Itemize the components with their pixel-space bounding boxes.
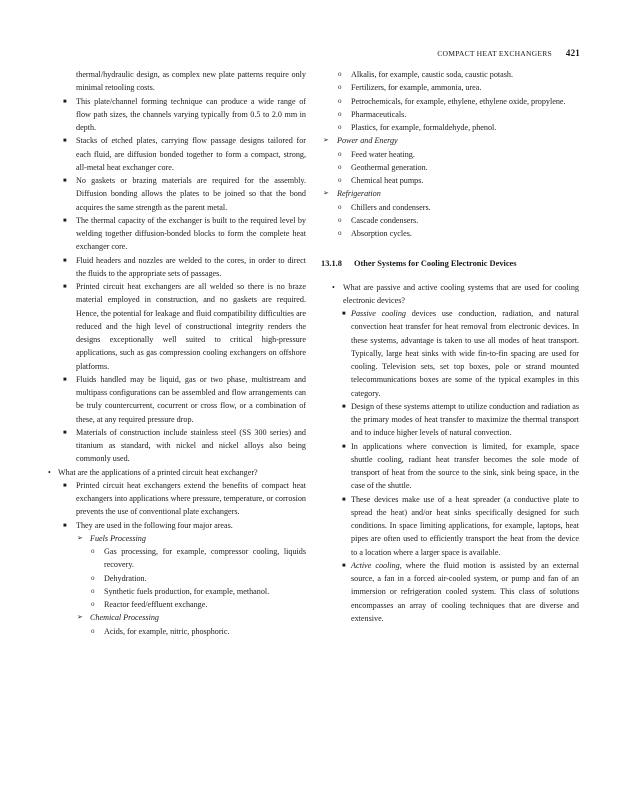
sub-item: o Plastics, for example, formaldehyde, phenol.	[321, 121, 579, 134]
square-bullet-icon: ■	[63, 482, 67, 489]
left-column	[48, 68, 306, 638]
list-item: ■ Passive cooling devices use conduction, radiation, and natural convection heat transfer for heat removal from electronic devices. In these systems, advantage is taken to use all modes of heat transport. Typically, large heat sinks with wide fin-to-fin spacing are used for cooling. Television sets, set top boxes, pole or strand mounted telecommunications boxes are some of the typical examples in this category.	[342, 309, 579, 398]
round-bullet-icon: •	[332, 282, 335, 292]
category-heading: ➢ Fuels Processing	[48, 532, 306, 545]
list-item: ■ The thermal capacity of the exchanger is built to the required level by welding together diffusion-bonded blocks to form the complete heat exchanger core.	[63, 215, 306, 252]
header-title: COMPACT HEAT EXCHANGERS	[437, 49, 552, 58]
circle-bullet-icon: o	[91, 586, 95, 595]
circle-bullet-icon: o	[338, 215, 342, 224]
circle-bullet-icon: o	[338, 176, 342, 184]
square-bullet-icon: ■	[63, 217, 67, 224]
continued-text: thermal/hydraulic design, as complex new plate patterns require only minimal retooling costs.	[76, 70, 306, 93]
sub-item: o Synthetic fuels production, for example, methanol.	[48, 585, 306, 598]
sub-item: o Chillers and condensers.	[321, 201, 579, 214]
square-bullet-icon: ■	[342, 443, 346, 450]
section-title: Other Systems for Cooling Electronic Devices	[353, 259, 517, 269]
category-heading: ➢ Power and Energy	[321, 134, 579, 147]
circle-bullet-icon: o	[91, 547, 95, 555]
square-bullet-icon: ■	[63, 376, 67, 383]
page-number: 421	[565, 48, 580, 58]
circle-bullet-icon: o	[91, 600, 95, 608]
sub-item: o Acids, for example, nitric, phosphoric.	[48, 625, 306, 638]
round-bullet-icon: •	[48, 467, 51, 477]
circle-bullet-icon: o	[338, 83, 342, 92]
square-bullet-icon: ■	[63, 429, 67, 436]
circle-bullet-icon: o	[338, 109, 342, 118]
running-header	[320, 48, 580, 58]
circle-bullet-icon: o	[338, 123, 342, 131]
list-item: ■ Fluid headers and nozzles are welded to the cores, in order to direct the fluids to the appropriate sets of passages.	[63, 255, 306, 278]
square-bullet-icon: ■	[63, 522, 67, 529]
right-column	[321, 68, 579, 625]
arrow-bullet-icon: ➢	[323, 189, 329, 198]
circle-bullet-icon: o	[338, 70, 342, 78]
circle-bullet-icon: o	[338, 149, 342, 158]
sub-item: o Alkalis, for example, caustic soda, caustic potash.	[321, 68, 579, 81]
sub-item: o Cascade condensers.	[321, 214, 579, 227]
circle-bullet-icon: o	[91, 626, 95, 635]
list-item: ■ They are used in the following four major areas.	[48, 519, 306, 532]
list-item: ■ In applications where convection is limited, for example, space shuttle cooling, radiant heat transfer becomes the sole mode of transport of heat from the source to the sink, sink being space, in the case of the shuttle.	[342, 441, 579, 491]
sub-item: o Reactor feed/effluent exchange.	[48, 598, 306, 611]
section-heading	[321, 257, 579, 270]
list-item: ■ Design of these systems attempt to utilize conduction and radiation as the primary modes of heat transfer to maximize the thermal transport and to induce higher levels of natural convection.	[342, 401, 579, 438]
list-item: ■ Active cooling, where the fluid motion is assisted by an external source, a fan in a forced air-cooled system, or pump and fan of an immersion or refrigeration cooled system. This class of solutions encompasses an array of cooling techniques that are diverse and extensive.	[342, 560, 579, 623]
circle-bullet-icon: o	[338, 202, 342, 211]
square-bullet-icon: ■	[63, 138, 67, 145]
category-heading: ➢ Chemical Processing	[48, 611, 306, 624]
question-item: • What are the applications of a printed circuit heat exchanger?	[48, 466, 306, 479]
sub-item: o Fertilizers, for example, ammonia, urea.	[321, 81, 579, 94]
square-bullet-icon: ■	[63, 257, 67, 264]
square-bullet-icon: ■	[342, 403, 346, 410]
sub-item: o Gas processing, for example, compressor cooling, liquids recovery.	[91, 547, 306, 570]
arrow-bullet-icon: ➢	[77, 613, 83, 622]
sub-item: o Absorption cycles.	[321, 227, 579, 240]
square-bullet-icon: ■	[63, 178, 67, 184]
list-item: ■ No gaskets or brazing materials are required for the assembly. Diffusion bonding allows the plates to be joined so that the bond acquires the same strength as the parent metal.	[63, 176, 306, 212]
square-bullet-icon: ■	[342, 562, 346, 569]
sub-item: o Pharmaceuticals.	[321, 108, 579, 121]
circle-bullet-icon: o	[91, 573, 95, 582]
square-bullet-icon: ■	[342, 311, 346, 317]
sub-item: o Petrochemicals, for example, ethylene, ethylene oxide, propylene.	[321, 95, 579, 108]
sub-item: o Feed water heating.	[321, 148, 579, 161]
list-item: ■ Printed circuit heat exchangers extend the benefits of compact heat exchangers into applications where pressure, temperature, or corrosion prevents the use of conventional plate exchangers.	[63, 480, 306, 517]
list-item: ■ Printed circuit heat exchangers are all welded so there is no braze material employed in construction, and no gaskets are required. Hence, the potential for leakage and fluid compatibility difficulties are reduced and the high level of constructional integrity renders the designs exceptionally well suited to critical high-pressure applications, such as gas compression cooling exchangers on offshore platforms.	[63, 282, 306, 371]
circle-bullet-icon: o	[338, 96, 342, 105]
square-bullet-icon: ■	[63, 98, 67, 105]
circle-bullet-icon: o	[338, 229, 342, 237]
arrow-bullet-icon: ➢	[323, 136, 329, 145]
list-item: ■ These devices make use of a heat spreader (a conductive plate to spread the heat) and/or heat sinks specifically designed for such conditions. In space limiting applications, for example, laptops, heat pipes are often used to efficiently transport the heat from the device to a location where a larger space is available.	[342, 494, 579, 557]
circle-bullet-icon: o	[338, 162, 342, 171]
sub-item: o Dehydration.	[48, 572, 306, 585]
list-item: ■ Materials of construction include stainless steel (SS 300 series) and titanium as standard, with nickel and nickel alloys also being commonly used.	[63, 427, 306, 464]
list-item: ■ This plate/channel forming technique can produce a wide range of flow path sizes, the channels varying typically from 0.5 to 2.0 mm in depth.	[63, 96, 306, 132]
sub-item: o Chemical heat pumps.	[321, 174, 579, 187]
square-bullet-icon: ■	[342, 496, 346, 503]
sub-item: o Geothermal generation.	[321, 161, 579, 174]
list-item: ■ Fluids handled may be liquid, gas or two phase, multistream and multipass configurations can be assembled and flow arrangements can be truly countercurrent, cocurrent or cross flow, or a combination of these, at any required pressure drop.	[63, 374, 306, 424]
category-heading: ➢ Refrigeration	[321, 187, 579, 200]
arrow-bullet-icon: ➢	[77, 533, 83, 542]
question-item: • What are passive and active cooling systems that are used for cooling electronic devices?	[332, 282, 579, 305]
square-bullet-icon: ■	[63, 284, 67, 290]
list-item: ■ Stacks of etched plates, carrying flow passage designs tailored for each fluid, are diffusion bonded together to form a compact, strong, all-metal heat exchanger core.	[63, 136, 306, 172]
section-number: 13.1.8	[321, 259, 342, 269]
